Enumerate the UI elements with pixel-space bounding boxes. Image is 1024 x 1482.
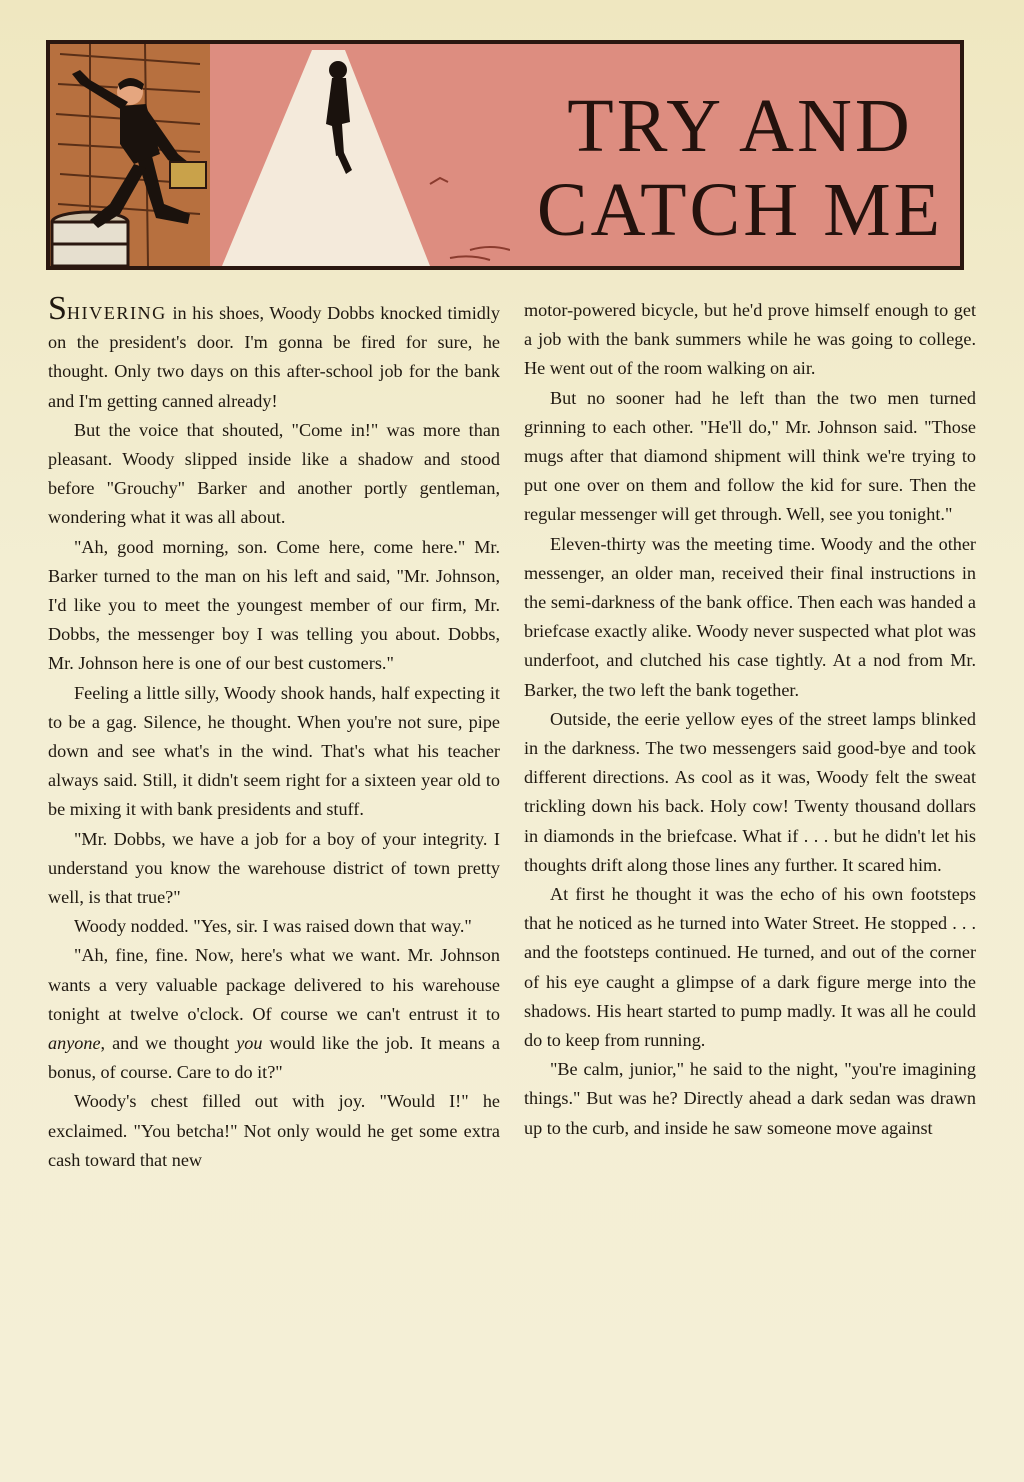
paragraph: But the voice that shouted, "Come in!" was more than pleasant. Woody slipped inside like a shadow and stood before "Grouchy" Barker and another portly gentleman, wondering what it was all about. (48, 419, 500, 528)
paragraph: Woody nodded. "Yes, sir. I was raised down that way." (74, 916, 472, 937)
paragraph: motor-powered bicycle, but he'd prove himself enough to get a job with the bank summers while he was going to college. He went out of the room walking on air. (524, 300, 976, 379)
paragraph: But no sooner had he left than the two men turned grinning to each other. "He'll do," Mr. Johnson said. "Those mugs after that diamond shipment will think we're trying to put one over on them and follow the kid for sure. Then the regular messenger will get through. Well, see you tonight." (524, 387, 976, 525)
paragraph: At first he thought it was the echo of his own footsteps that he noticed as he turned into Water Street. He stopped . . . and the footsteps continued. He turned, and out of the corner of his eye caught a glimpse of a dark figure merge into the shadows. His heart started to pump madly. It was all he could do to keep from running. (524, 884, 976, 1051)
paragraph: "Ah, fine, fine. Now, here's what we want. Mr. Johnson wants a very valuable package delivered to his warehouse tonight at twelve o'clock. Of course we can't entrust it to anyone, and we thought you would like the job. It means a bonus, of course. Care to do it?" (48, 945, 500, 1083)
title-banner (46, 40, 964, 270)
drop-cap: S (48, 290, 67, 327)
briefcase-icon (170, 162, 206, 188)
title-line-2: CATCH ME (536, 168, 944, 252)
paragraph: Feeling a little silly, Woody shook hands, half expecting it to be a gag. Silence, he thought. When you're not sure, pipe down and see what's in the wind. That's what his teacher always said. Still, it didn't seem right for a sixteen year old to be mixing it with bank presidents and stuff. (48, 682, 500, 820)
emphasis: anyone (48, 1033, 101, 1054)
paragraph: Eleven-thirty was the meeting time. Woody and the other messenger, an older man, received their final instructions in the semi-darkness of the bank office. Then each was handed a briefcase exactly alike. Woody never suspected what plot was underfoot, and clutched his case tightly. At a nod from Mr. Barker, the two left the bank together. (524, 533, 976, 700)
opening-caps: HIVERING (66, 303, 167, 323)
title-line-1: TRY AND (567, 84, 913, 168)
paragraph: Woody's chest filled out with joy. "Would I!" he exclaimed. "You betcha!" Not only would he get some extra cash toward that new (48, 1091, 500, 1170)
ground-marks (430, 178, 510, 260)
paragraph: "Be calm, junior," he said to the night, "you're imagining things." But was he? Directly ahead a dark sedan was drawn up to the curb, and inside he saw someone move against (524, 1059, 976, 1138)
paragraph: "Mr. Dobbs, we have a job for a boy of your integrity. I understand you know the warehouse district of town pretty well, is that true?" (48, 828, 500, 908)
emphasis: you (236, 1033, 263, 1054)
left-column (48, 290, 500, 1175)
spotlight-beam (222, 50, 430, 266)
paragraph: "Ah, good morning, son. Come here, come here." Mr. Barker turned to the man on his left and said, "Mr. Johnson, I'd like you to meet the youngest member of our firm, Mr. Dobbs, the messenger boy I was telling you about. Dobbs, Mr. Johnson here is one of our best customers." (48, 536, 500, 674)
banner-illustration (50, 44, 510, 266)
story-title (520, 84, 960, 252)
paragraph: Outside, the eerie yellow eyes of the street lamps blinked in the darkness. The two messengers said good-bye and took different directions. As cool as it was, Woody felt the sweat trickling down his back. Holy cow! Twenty thousand dollars in diamonds in the briefcase. What if . . . but he didn't let his thoughts drift along those lines any further. It scared him. (524, 708, 976, 875)
paragraph: SHIVERING in his shoes, Woody Dobbs knocked timidly on the president's door. I'm gonna be fired for sure, he thought. Only two days on this after-school job for the bank and I'm getting canned already! (48, 290, 500, 411)
right-column (524, 296, 976, 1143)
